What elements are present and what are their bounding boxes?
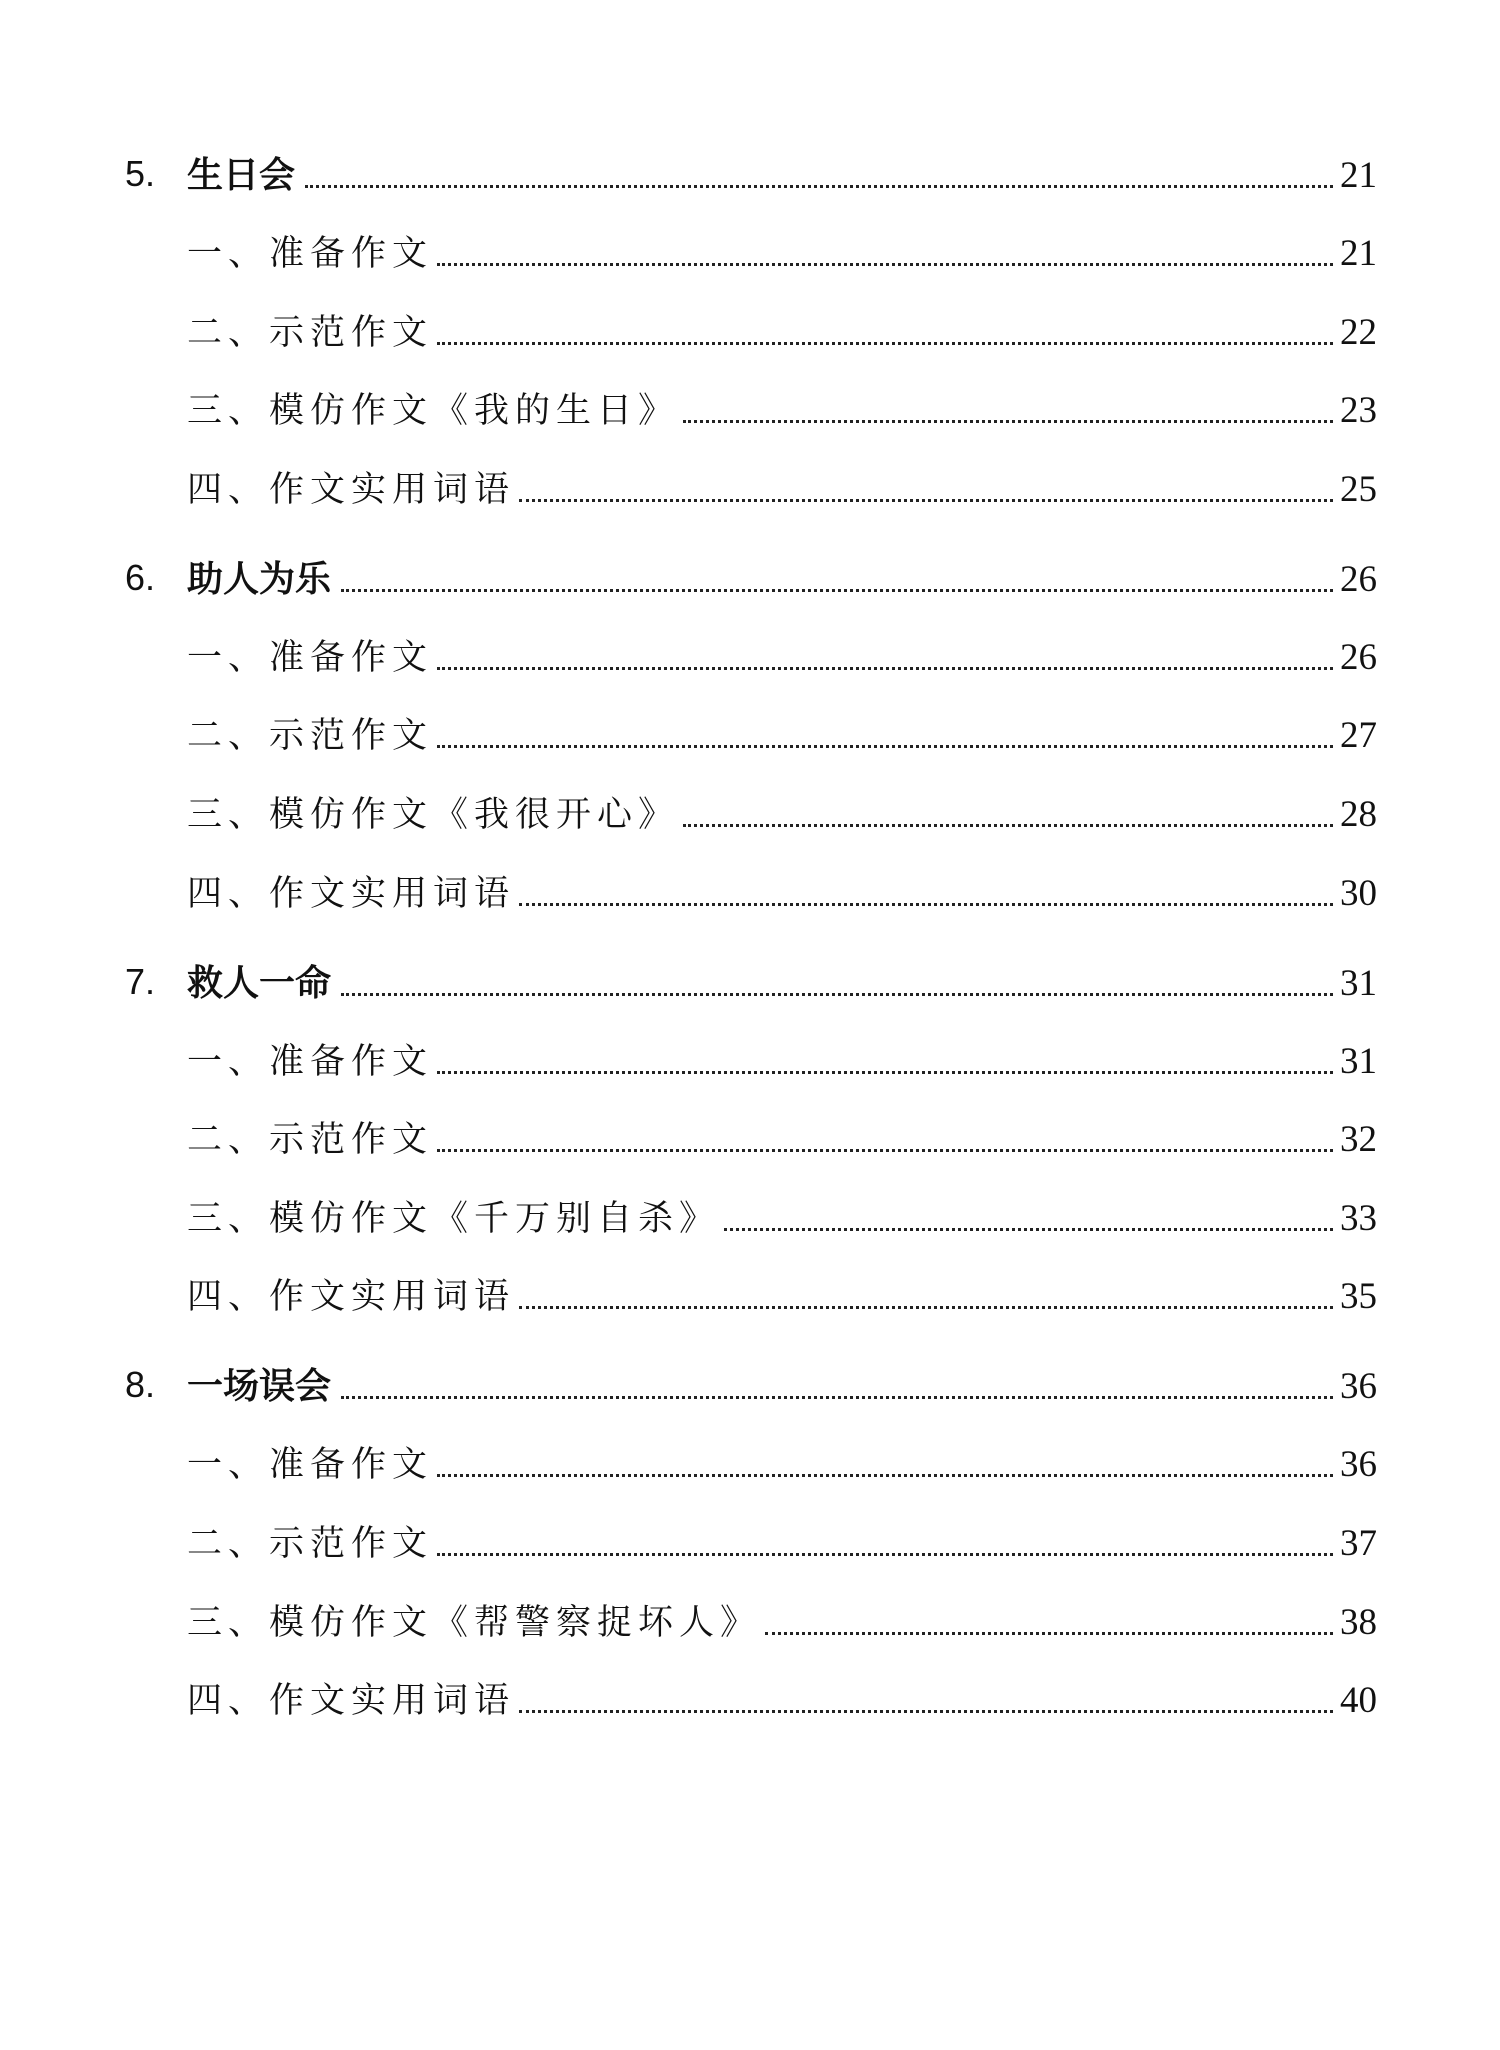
page-number: 22 xyxy=(1340,311,1377,353)
page-number: 28 xyxy=(1340,793,1377,835)
dot-leader xyxy=(683,420,1333,423)
page-number: 23 xyxy=(1340,390,1377,432)
toc-chapter-8[interactable] xyxy=(125,1319,1377,1409)
dot-leader xyxy=(437,745,1333,748)
toc-item[interactable] xyxy=(125,433,1377,512)
dot-leader xyxy=(341,993,1333,996)
dot-leader xyxy=(341,1396,1333,1399)
page-number: 25 xyxy=(1340,468,1377,510)
section-title: 二、示范作文 xyxy=(187,1523,434,1564)
toc-chapter-6[interactable] xyxy=(125,512,1377,602)
dot-leader xyxy=(765,1632,1333,1635)
toc-item[interactable] xyxy=(125,758,1377,837)
toc-item[interactable] xyxy=(125,1006,1377,1084)
dot-leader xyxy=(437,1149,1333,1152)
table-of-contents xyxy=(125,148,1377,1723)
page-number: 30 xyxy=(1340,872,1377,914)
toc-item[interactable] xyxy=(125,1566,1377,1645)
chapter-title: 一场误会 xyxy=(187,1366,332,1408)
page-number: 37 xyxy=(1340,1522,1377,1564)
dot-leader xyxy=(437,1071,1333,1074)
dot-leader xyxy=(519,1306,1333,1309)
toc-item[interactable] xyxy=(125,680,1377,759)
page-number: 31 xyxy=(1340,1040,1377,1082)
toc-item[interactable] xyxy=(125,198,1377,276)
section-title: 一、准备作文 xyxy=(187,234,434,274)
toc-chapter-5[interactable] xyxy=(125,148,1377,198)
dot-leader xyxy=(519,903,1333,906)
dot-leader xyxy=(519,499,1333,502)
section-title: 四、作文实用词语 xyxy=(187,469,516,510)
dot-leader xyxy=(341,589,1333,592)
dot-leader xyxy=(437,263,1333,266)
section-title: 二、示范作文 xyxy=(187,716,434,757)
dot-leader xyxy=(724,1228,1333,1231)
dot-leader xyxy=(519,1710,1333,1713)
page-number: 21 xyxy=(1340,155,1377,196)
page-number: 32 xyxy=(1340,1119,1377,1161)
dot-leader xyxy=(305,185,1333,188)
page-number: 31 xyxy=(1340,962,1377,1004)
section-title: 二、示范作文 xyxy=(187,1120,434,1161)
toc-item[interactable] xyxy=(125,1487,1377,1566)
toc-item[interactable] xyxy=(125,276,1377,355)
toc-item[interactable] xyxy=(125,355,1377,434)
section-title: 一、准备作文 xyxy=(187,1445,434,1486)
page-number: 33 xyxy=(1340,1197,1377,1239)
section-title: 一、准备作文 xyxy=(187,637,434,678)
toc-item[interactable] xyxy=(125,1162,1377,1241)
page-number: 36 xyxy=(1340,1444,1377,1486)
section-title: 一、准备作文 xyxy=(187,1041,434,1082)
section-title: 三、模仿作文《我的生日》 xyxy=(187,391,680,432)
chapter-title: 救人一命 xyxy=(187,962,332,1004)
dot-leader xyxy=(683,824,1333,827)
chapter-title: 助人为乐 xyxy=(187,558,332,600)
toc-item[interactable] xyxy=(125,602,1377,680)
chapter-number: 5. xyxy=(125,153,156,194)
page-number: 26 xyxy=(1340,558,1377,600)
dot-leader xyxy=(437,1553,1333,1556)
page-number: 38 xyxy=(1340,1601,1377,1643)
page-number: 40 xyxy=(1340,1680,1377,1722)
chapter-number: 8. xyxy=(125,1364,156,1406)
section-title: 二、示范作文 xyxy=(187,312,434,353)
section-title: 四、作文实用词语 xyxy=(187,873,516,914)
chapter-number: 7. xyxy=(125,960,156,1002)
section-title: 四、作文实用词语 xyxy=(187,1277,516,1318)
dot-leader xyxy=(437,667,1333,670)
page-number: 26 xyxy=(1340,636,1377,678)
page-number: 21 xyxy=(1340,233,1377,274)
chapter-number: 6. xyxy=(125,556,156,598)
toc-item[interactable] xyxy=(125,837,1377,916)
section-title: 三、模仿作文《我很开心》 xyxy=(187,794,680,835)
toc-chapter-7[interactable] xyxy=(125,916,1377,1006)
chapter-title: 生日会 xyxy=(187,155,296,196)
toc-item[interactable] xyxy=(125,1645,1377,1724)
toc-item[interactable] xyxy=(125,1241,1377,1320)
toc-item[interactable] xyxy=(125,1084,1377,1163)
page-number: 27 xyxy=(1340,715,1377,757)
dot-leader xyxy=(437,1474,1333,1477)
page-number: 36 xyxy=(1340,1366,1377,1408)
page-number: 35 xyxy=(1340,1276,1377,1318)
section-title: 三、模仿作文《帮警察捉坏人》 xyxy=(187,1602,762,1643)
dot-leader xyxy=(437,342,1333,345)
section-title: 三、模仿作文《千万别自杀》 xyxy=(187,1198,721,1239)
toc-item[interactable] xyxy=(125,1409,1377,1487)
section-title: 四、作文实用词语 xyxy=(187,1681,516,1722)
